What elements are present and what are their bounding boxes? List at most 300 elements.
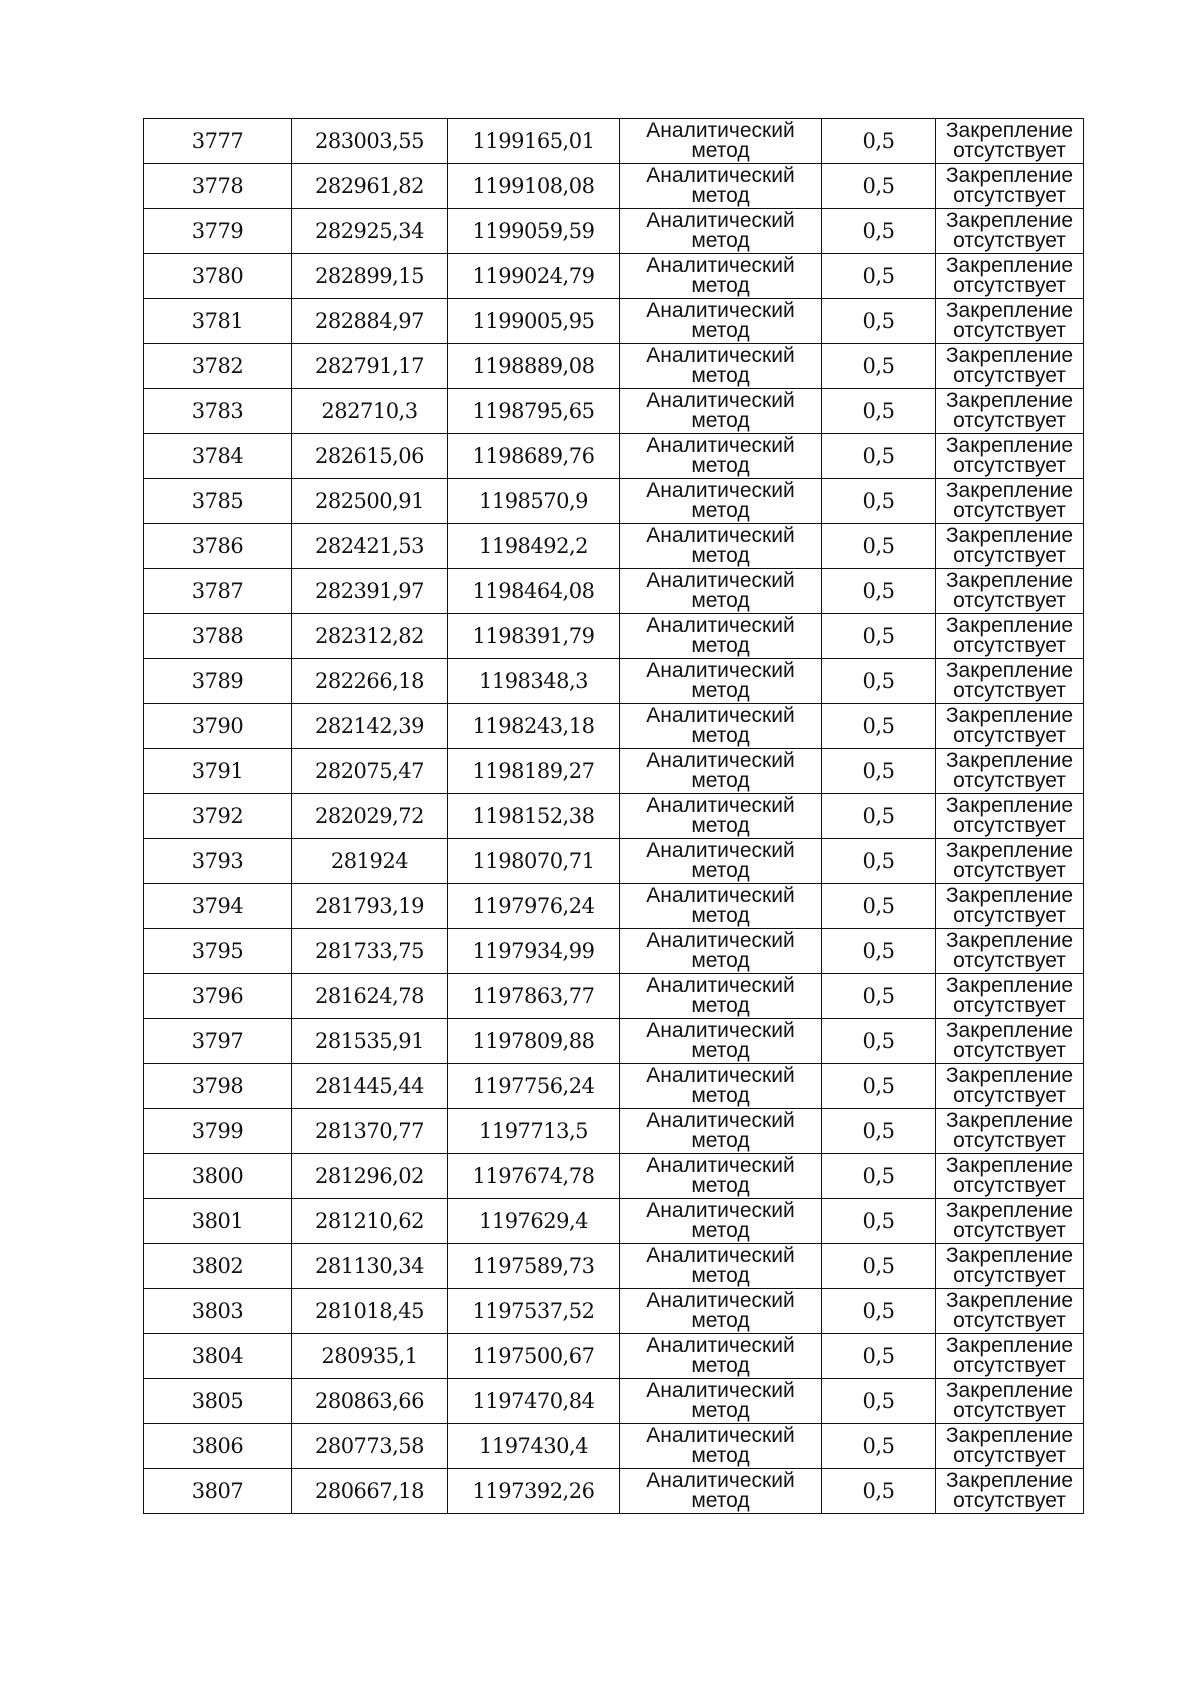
fixation-cell xyxy=(936,119,1084,164)
fixation-line-1: Закрепление xyxy=(945,479,1074,502)
point-number-cell: 3799 xyxy=(144,1109,292,1154)
x-coordinate-cell: 282961,82 xyxy=(292,164,448,209)
accuracy-cell: 0,5 xyxy=(822,434,936,479)
method-cell xyxy=(620,389,822,434)
method-cell xyxy=(620,749,822,794)
x-coordinate-cell: 281370,77 xyxy=(292,1109,448,1154)
x-coordinate-cell: 282075,47 xyxy=(292,749,448,794)
method-line-2: метод xyxy=(691,1039,750,1062)
method-line-1: Аналитический xyxy=(646,884,795,907)
y-coordinate-cell: 1197674,78 xyxy=(448,1154,620,1199)
point-number-cell: 3792 xyxy=(144,794,292,839)
method-cell xyxy=(620,1019,822,1064)
x-coordinate-cell: 282142,39 xyxy=(292,704,448,749)
y-coordinate-cell: 1198391,79 xyxy=(448,614,620,659)
accuracy-cell: 0,5 xyxy=(822,614,936,659)
fixation-line-2: отсутствует xyxy=(953,1039,1066,1062)
fixation-cell xyxy=(936,299,1084,344)
coordinates-table xyxy=(143,118,1084,1514)
fixation-line-2: отсутствует xyxy=(953,1129,1066,1152)
y-coordinate-cell: 1198492,2 xyxy=(448,524,620,569)
fixation-cell xyxy=(936,524,1084,569)
fixation-cell xyxy=(936,704,1084,749)
method-line-1: Аналитический xyxy=(646,1064,795,1087)
accuracy-cell: 0,5 xyxy=(822,1064,936,1109)
method-line-1: Аналитический xyxy=(646,1154,795,1177)
fixation-line-1: Закрепление xyxy=(945,929,1074,952)
method-cell xyxy=(620,884,822,929)
method-cell xyxy=(620,299,822,344)
y-coordinate-cell: 1198464,08 xyxy=(448,569,620,614)
x-coordinate-cell: 281210,62 xyxy=(292,1199,448,1244)
method-line-1: Аналитический xyxy=(646,209,795,232)
fixation-line-2: отсутствует xyxy=(953,1444,1066,1467)
fixation-cell xyxy=(936,839,1084,884)
method-line-1: Аналитический xyxy=(646,1424,795,1447)
fixation-line-1: Закрепление xyxy=(945,1424,1074,1447)
fixation-line-1: Закрепление xyxy=(945,839,1074,862)
method-cell xyxy=(620,164,822,209)
fixation-cell xyxy=(936,659,1084,704)
point-number-cell: 3793 xyxy=(144,839,292,884)
fixation-line-1: Закрепление xyxy=(945,1289,1074,1312)
method-cell xyxy=(620,254,822,299)
method-line-2: метод xyxy=(691,994,750,1017)
method-line-2: метод xyxy=(691,1084,750,1107)
fixation-line-1: Закрепление xyxy=(945,1199,1074,1222)
table-row xyxy=(144,749,1084,794)
fixation-line-2: отсутствует xyxy=(953,1309,1066,1332)
method-line-2: метод xyxy=(691,499,750,522)
x-coordinate-cell: 282266,18 xyxy=(292,659,448,704)
fixation-line-2: отсутствует xyxy=(953,229,1066,252)
method-line-2: метод xyxy=(691,1489,750,1512)
method-line-2: метод xyxy=(691,949,750,972)
method-line-2: метод xyxy=(691,544,750,567)
point-number-cell: 3798 xyxy=(144,1064,292,1109)
method-cell xyxy=(620,1289,822,1334)
x-coordinate-cell: 280773,58 xyxy=(292,1424,448,1469)
x-coordinate-cell: 281296,02 xyxy=(292,1154,448,1199)
accuracy-cell: 0,5 xyxy=(822,299,936,344)
fixation-line-2: отсутствует xyxy=(953,859,1066,882)
fixation-line-2: отсутствует xyxy=(953,454,1066,477)
table-row xyxy=(144,1064,1084,1109)
y-coordinate-cell: 1199108,08 xyxy=(448,164,620,209)
fixation-line-1: Закрепление xyxy=(945,434,1074,457)
fixation-line-2: отсутствует xyxy=(953,319,1066,342)
fixation-line-1: Закрепление xyxy=(945,1334,1074,1357)
fixation-line-1: Закрепление xyxy=(945,974,1074,997)
accuracy-cell: 0,5 xyxy=(822,659,936,704)
x-coordinate-cell: 280667,18 xyxy=(292,1469,448,1514)
y-coordinate-cell: 1198070,71 xyxy=(448,839,620,884)
method-line-2: метод xyxy=(691,409,750,432)
method-cell xyxy=(620,659,822,704)
table-row xyxy=(144,614,1084,659)
x-coordinate-cell: 281018,45 xyxy=(292,1289,448,1334)
x-coordinate-cell: 282421,53 xyxy=(292,524,448,569)
fixation-line-2: отсутствует xyxy=(953,364,1066,387)
point-number-cell: 3800 xyxy=(144,1154,292,1199)
method-line-1: Аналитический xyxy=(646,839,795,862)
point-number-cell: 3786 xyxy=(144,524,292,569)
method-line-2: метод xyxy=(691,319,750,342)
method-cell xyxy=(620,1154,822,1199)
method-cell xyxy=(620,209,822,254)
fixation-line-2: отсутствует xyxy=(953,904,1066,927)
method-line-1: Аналитический xyxy=(646,1289,795,1312)
point-number-cell: 3807 xyxy=(144,1469,292,1514)
table-row xyxy=(144,1244,1084,1289)
point-number-cell: 3795 xyxy=(144,929,292,974)
x-coordinate-cell: 282710,3 xyxy=(292,389,448,434)
table-row xyxy=(144,839,1084,884)
table-row xyxy=(144,119,1084,164)
x-coordinate-cell: 282029,72 xyxy=(292,794,448,839)
method-cell xyxy=(620,344,822,389)
x-coordinate-cell: 281924 xyxy=(292,839,448,884)
method-line-2: метод xyxy=(691,1129,750,1152)
accuracy-cell: 0,5 xyxy=(822,929,936,974)
x-coordinate-cell: 282391,97 xyxy=(292,569,448,614)
fixation-line-1: Закрепление xyxy=(945,1469,1074,1492)
point-number-cell: 3788 xyxy=(144,614,292,659)
point-number-cell: 3783 xyxy=(144,389,292,434)
accuracy-cell: 0,5 xyxy=(822,884,936,929)
method-line-1: Аналитический xyxy=(646,1334,795,1357)
accuracy-cell: 0,5 xyxy=(822,1109,936,1154)
accuracy-cell: 0,5 xyxy=(822,794,936,839)
method-cell xyxy=(620,569,822,614)
fixation-line-1: Закрепление xyxy=(945,119,1074,142)
fixation-line-2: отсутствует xyxy=(953,544,1066,567)
table-row xyxy=(144,884,1084,929)
y-coordinate-cell: 1197713,5 xyxy=(448,1109,620,1154)
method-line-2: метод xyxy=(691,769,750,792)
coordinates-table-body xyxy=(144,119,1084,1514)
point-number-cell: 3806 xyxy=(144,1424,292,1469)
y-coordinate-cell: 1198795,65 xyxy=(448,389,620,434)
method-line-2: метод xyxy=(691,364,750,387)
y-coordinate-cell: 1197470,84 xyxy=(448,1379,620,1424)
fixation-cell xyxy=(936,569,1084,614)
fixation-cell xyxy=(936,1334,1084,1379)
fixation-cell xyxy=(936,929,1084,974)
table-row xyxy=(144,1109,1084,1154)
table-row xyxy=(144,299,1084,344)
fixation-cell xyxy=(936,344,1084,389)
method-line-1: Аналитический xyxy=(646,1469,795,1492)
table-row xyxy=(144,209,1084,254)
fixation-line-1: Закрепление xyxy=(945,344,1074,367)
x-coordinate-cell: 282884,97 xyxy=(292,299,448,344)
x-coordinate-cell: 281733,75 xyxy=(292,929,448,974)
method-cell xyxy=(620,1109,822,1154)
fixation-line-2: отсутствует xyxy=(953,1219,1066,1242)
point-number-cell: 3787 xyxy=(144,569,292,614)
method-line-1: Аналитический xyxy=(646,254,795,277)
accuracy-cell: 0,5 xyxy=(822,749,936,794)
accuracy-cell: 0,5 xyxy=(822,704,936,749)
fixation-line-2: отсутствует xyxy=(953,634,1066,657)
fixation-line-1: Закрепление xyxy=(945,389,1074,412)
accuracy-cell: 0,5 xyxy=(822,1289,936,1334)
fixation-line-2: отсутствует xyxy=(953,724,1066,747)
fixation-line-1: Закрепление xyxy=(945,1064,1074,1087)
method-line-2: метод xyxy=(691,1399,750,1422)
y-coordinate-cell: 1197537,52 xyxy=(448,1289,620,1334)
accuracy-cell: 0,5 xyxy=(822,254,936,299)
x-coordinate-cell: 282312,82 xyxy=(292,614,448,659)
method-line-1: Аналитический xyxy=(646,299,795,322)
table-row xyxy=(144,434,1084,479)
fixation-cell xyxy=(936,254,1084,299)
point-number-cell: 3784 xyxy=(144,434,292,479)
method-line-1: Аналитический xyxy=(646,164,795,187)
table-row xyxy=(144,524,1084,569)
method-cell xyxy=(620,1199,822,1244)
method-line-2: метод xyxy=(691,1219,750,1242)
fixation-line-1: Закрепление xyxy=(945,614,1074,637)
method-line-1: Аналитический xyxy=(646,794,795,817)
accuracy-cell: 0,5 xyxy=(822,1379,936,1424)
fixation-line-2: отсутствует xyxy=(953,184,1066,207)
method-cell xyxy=(620,524,822,569)
x-coordinate-cell: 283003,55 xyxy=(292,119,448,164)
accuracy-cell: 0,5 xyxy=(822,209,936,254)
method-cell xyxy=(620,704,822,749)
accuracy-cell: 0,5 xyxy=(822,389,936,434)
method-line-2: метод xyxy=(691,1309,750,1332)
method-line-2: метод xyxy=(691,1174,750,1197)
method-line-1: Аналитический xyxy=(646,344,795,367)
fixation-line-2: отсутствует xyxy=(953,409,1066,432)
table-row xyxy=(144,479,1084,524)
fixation-line-2: отсутствует xyxy=(953,1084,1066,1107)
point-number-cell: 3801 xyxy=(144,1199,292,1244)
method-line-1: Аналитический xyxy=(646,1109,795,1132)
method-line-2: метод xyxy=(691,724,750,747)
fixation-line-1: Закрепление xyxy=(945,164,1074,187)
accuracy-cell: 0,5 xyxy=(822,839,936,884)
method-cell xyxy=(620,614,822,659)
method-line-2: метод xyxy=(691,589,750,612)
fixation-line-1: Закрепление xyxy=(945,254,1074,277)
x-coordinate-cell: 281624,78 xyxy=(292,974,448,1019)
method-line-2: метод xyxy=(691,184,750,207)
method-cell xyxy=(620,1424,822,1469)
fixation-line-2: отсутствует xyxy=(953,139,1066,162)
method-line-2: метод xyxy=(691,904,750,927)
fixation-line-2: отсутствует xyxy=(953,814,1066,837)
point-number-cell: 3794 xyxy=(144,884,292,929)
fixation-cell xyxy=(936,614,1084,659)
accuracy-cell: 0,5 xyxy=(822,1334,936,1379)
accuracy-cell: 0,5 xyxy=(822,1244,936,1289)
method-cell xyxy=(620,974,822,1019)
y-coordinate-cell: 1197863,77 xyxy=(448,974,620,1019)
method-line-1: Аналитический xyxy=(646,659,795,682)
fixation-line-2: отсутствует xyxy=(953,589,1066,612)
accuracy-cell: 0,5 xyxy=(822,164,936,209)
fixation-line-1: Закрепление xyxy=(945,1154,1074,1177)
fixation-line-1: Закрепление xyxy=(945,569,1074,592)
fixation-cell xyxy=(936,1289,1084,1334)
x-coordinate-cell: 282500,91 xyxy=(292,479,448,524)
fixation-line-1: Закрепление xyxy=(945,209,1074,232)
y-coordinate-cell: 1198152,38 xyxy=(448,794,620,839)
method-line-2: метод xyxy=(691,139,750,162)
method-line-2: метод xyxy=(691,1264,750,1287)
point-number-cell: 3789 xyxy=(144,659,292,704)
x-coordinate-cell: 281793,19 xyxy=(292,884,448,929)
point-number-cell: 3796 xyxy=(144,974,292,1019)
table-row xyxy=(144,929,1084,974)
fixation-line-1: Закрепление xyxy=(945,749,1074,772)
point-number-cell: 3802 xyxy=(144,1244,292,1289)
fixation-line-2: отсутствует xyxy=(953,1264,1066,1287)
point-number-cell: 3803 xyxy=(144,1289,292,1334)
y-coordinate-cell: 1199165,01 xyxy=(448,119,620,164)
method-line-2: метод xyxy=(691,454,750,477)
method-line-2: метод xyxy=(691,814,750,837)
y-coordinate-cell: 1198570,9 xyxy=(448,479,620,524)
point-number-cell: 3791 xyxy=(144,749,292,794)
point-number-cell: 3785 xyxy=(144,479,292,524)
table-row xyxy=(144,1199,1084,1244)
method-line-2: метод xyxy=(691,859,750,882)
table-row xyxy=(144,389,1084,434)
method-line-1: Аналитический xyxy=(646,1199,795,1222)
y-coordinate-cell: 1198348,3 xyxy=(448,659,620,704)
y-coordinate-cell: 1199005,95 xyxy=(448,299,620,344)
y-coordinate-cell: 1198189,27 xyxy=(448,749,620,794)
fixation-cell xyxy=(936,1199,1084,1244)
accuracy-cell: 0,5 xyxy=(822,974,936,1019)
accuracy-cell: 0,5 xyxy=(822,1019,936,1064)
method-cell xyxy=(620,839,822,884)
method-line-1: Аналитический xyxy=(646,929,795,952)
y-coordinate-cell: 1198243,18 xyxy=(448,704,620,749)
table-row xyxy=(144,974,1084,1019)
method-cell xyxy=(620,434,822,479)
method-cell xyxy=(620,119,822,164)
fixation-line-2: отсутствует xyxy=(953,994,1066,1017)
fixation-line-1: Закрепление xyxy=(945,659,1074,682)
y-coordinate-cell: 1197392,26 xyxy=(448,1469,620,1514)
method-cell xyxy=(620,794,822,839)
method-cell xyxy=(620,1379,822,1424)
fixation-line-1: Закрепление xyxy=(945,1019,1074,1042)
accuracy-cell: 0,5 xyxy=(822,1154,936,1199)
fixation-cell xyxy=(936,1244,1084,1289)
method-line-1: Аналитический xyxy=(646,614,795,637)
fixation-line-2: отсутствует xyxy=(953,769,1066,792)
x-coordinate-cell: 282615,06 xyxy=(292,434,448,479)
method-line-1: Аналитический xyxy=(646,119,795,142)
method-line-1: Аналитический xyxy=(646,1379,795,1402)
x-coordinate-cell: 282791,17 xyxy=(292,344,448,389)
y-coordinate-cell: 1198689,76 xyxy=(448,434,620,479)
method-line-2: метод xyxy=(691,274,750,297)
y-coordinate-cell: 1197976,24 xyxy=(448,884,620,929)
table-row xyxy=(144,254,1084,299)
point-number-cell: 3797 xyxy=(144,1019,292,1064)
method-line-2: метод xyxy=(691,634,750,657)
fixation-cell xyxy=(936,209,1084,254)
y-coordinate-cell: 1199059,59 xyxy=(448,209,620,254)
fixation-cell xyxy=(936,1379,1084,1424)
fixation-cell xyxy=(936,1154,1084,1199)
point-number-cell: 3781 xyxy=(144,299,292,344)
fixation-cell xyxy=(936,434,1084,479)
fixation-line-2: отсутствует xyxy=(953,1174,1066,1197)
fixation-cell xyxy=(936,749,1084,794)
table-row xyxy=(144,704,1084,749)
x-coordinate-cell: 280935,1 xyxy=(292,1334,448,1379)
fixation-line-1: Закрепление xyxy=(945,1244,1074,1267)
y-coordinate-cell: 1197430,4 xyxy=(448,1424,620,1469)
fixation-cell xyxy=(936,1064,1084,1109)
method-line-2: метод xyxy=(691,1444,750,1467)
table-row xyxy=(144,344,1084,389)
method-line-1: Аналитический xyxy=(646,974,795,997)
fixation-cell xyxy=(936,1424,1084,1469)
table-row xyxy=(144,1469,1084,1514)
fixation-cell xyxy=(936,479,1084,524)
fixation-line-2: отсутствует xyxy=(953,949,1066,972)
table-row xyxy=(144,1334,1084,1379)
method-line-1: Аналитический xyxy=(646,434,795,457)
method-cell xyxy=(620,929,822,974)
point-number-cell: 3804 xyxy=(144,1334,292,1379)
accuracy-cell: 0,5 xyxy=(822,479,936,524)
fixation-line-2: отсутствует xyxy=(953,499,1066,522)
fixation-line-1: Закрепление xyxy=(945,794,1074,817)
point-number-cell: 3778 xyxy=(144,164,292,209)
method-line-2: метод xyxy=(691,229,750,252)
method-line-1: Аналитический xyxy=(646,704,795,727)
fixation-line-2: отсутствует xyxy=(953,1489,1066,1512)
point-number-cell: 3780 xyxy=(144,254,292,299)
y-coordinate-cell: 1197756,24 xyxy=(448,1064,620,1109)
method-line-1: Аналитический xyxy=(646,524,795,547)
method-cell xyxy=(620,1334,822,1379)
accuracy-cell: 0,5 xyxy=(822,524,936,569)
x-coordinate-cell: 281130,34 xyxy=(292,1244,448,1289)
fixation-line-1: Закрепление xyxy=(945,884,1074,907)
y-coordinate-cell: 1197934,99 xyxy=(448,929,620,974)
table-row xyxy=(144,1019,1084,1064)
fixation-cell xyxy=(936,1109,1084,1154)
fixation-line-2: отсутствует xyxy=(953,1399,1066,1422)
table-row xyxy=(144,569,1084,614)
accuracy-cell: 0,5 xyxy=(822,1469,936,1514)
fixation-cell xyxy=(936,164,1084,209)
method-line-1: Аналитический xyxy=(646,749,795,772)
fixation-line-1: Закрепление xyxy=(945,1379,1074,1402)
x-coordinate-cell: 281445,44 xyxy=(292,1064,448,1109)
method-cell xyxy=(620,1064,822,1109)
fixation-cell xyxy=(936,974,1084,1019)
fixation-line-2: отсутствует xyxy=(953,679,1066,702)
y-coordinate-cell: 1199024,79 xyxy=(448,254,620,299)
method-line-1: Аналитический xyxy=(646,479,795,502)
method-line-1: Аналитический xyxy=(646,569,795,592)
accuracy-cell: 0,5 xyxy=(822,1424,936,1469)
method-cell xyxy=(620,479,822,524)
